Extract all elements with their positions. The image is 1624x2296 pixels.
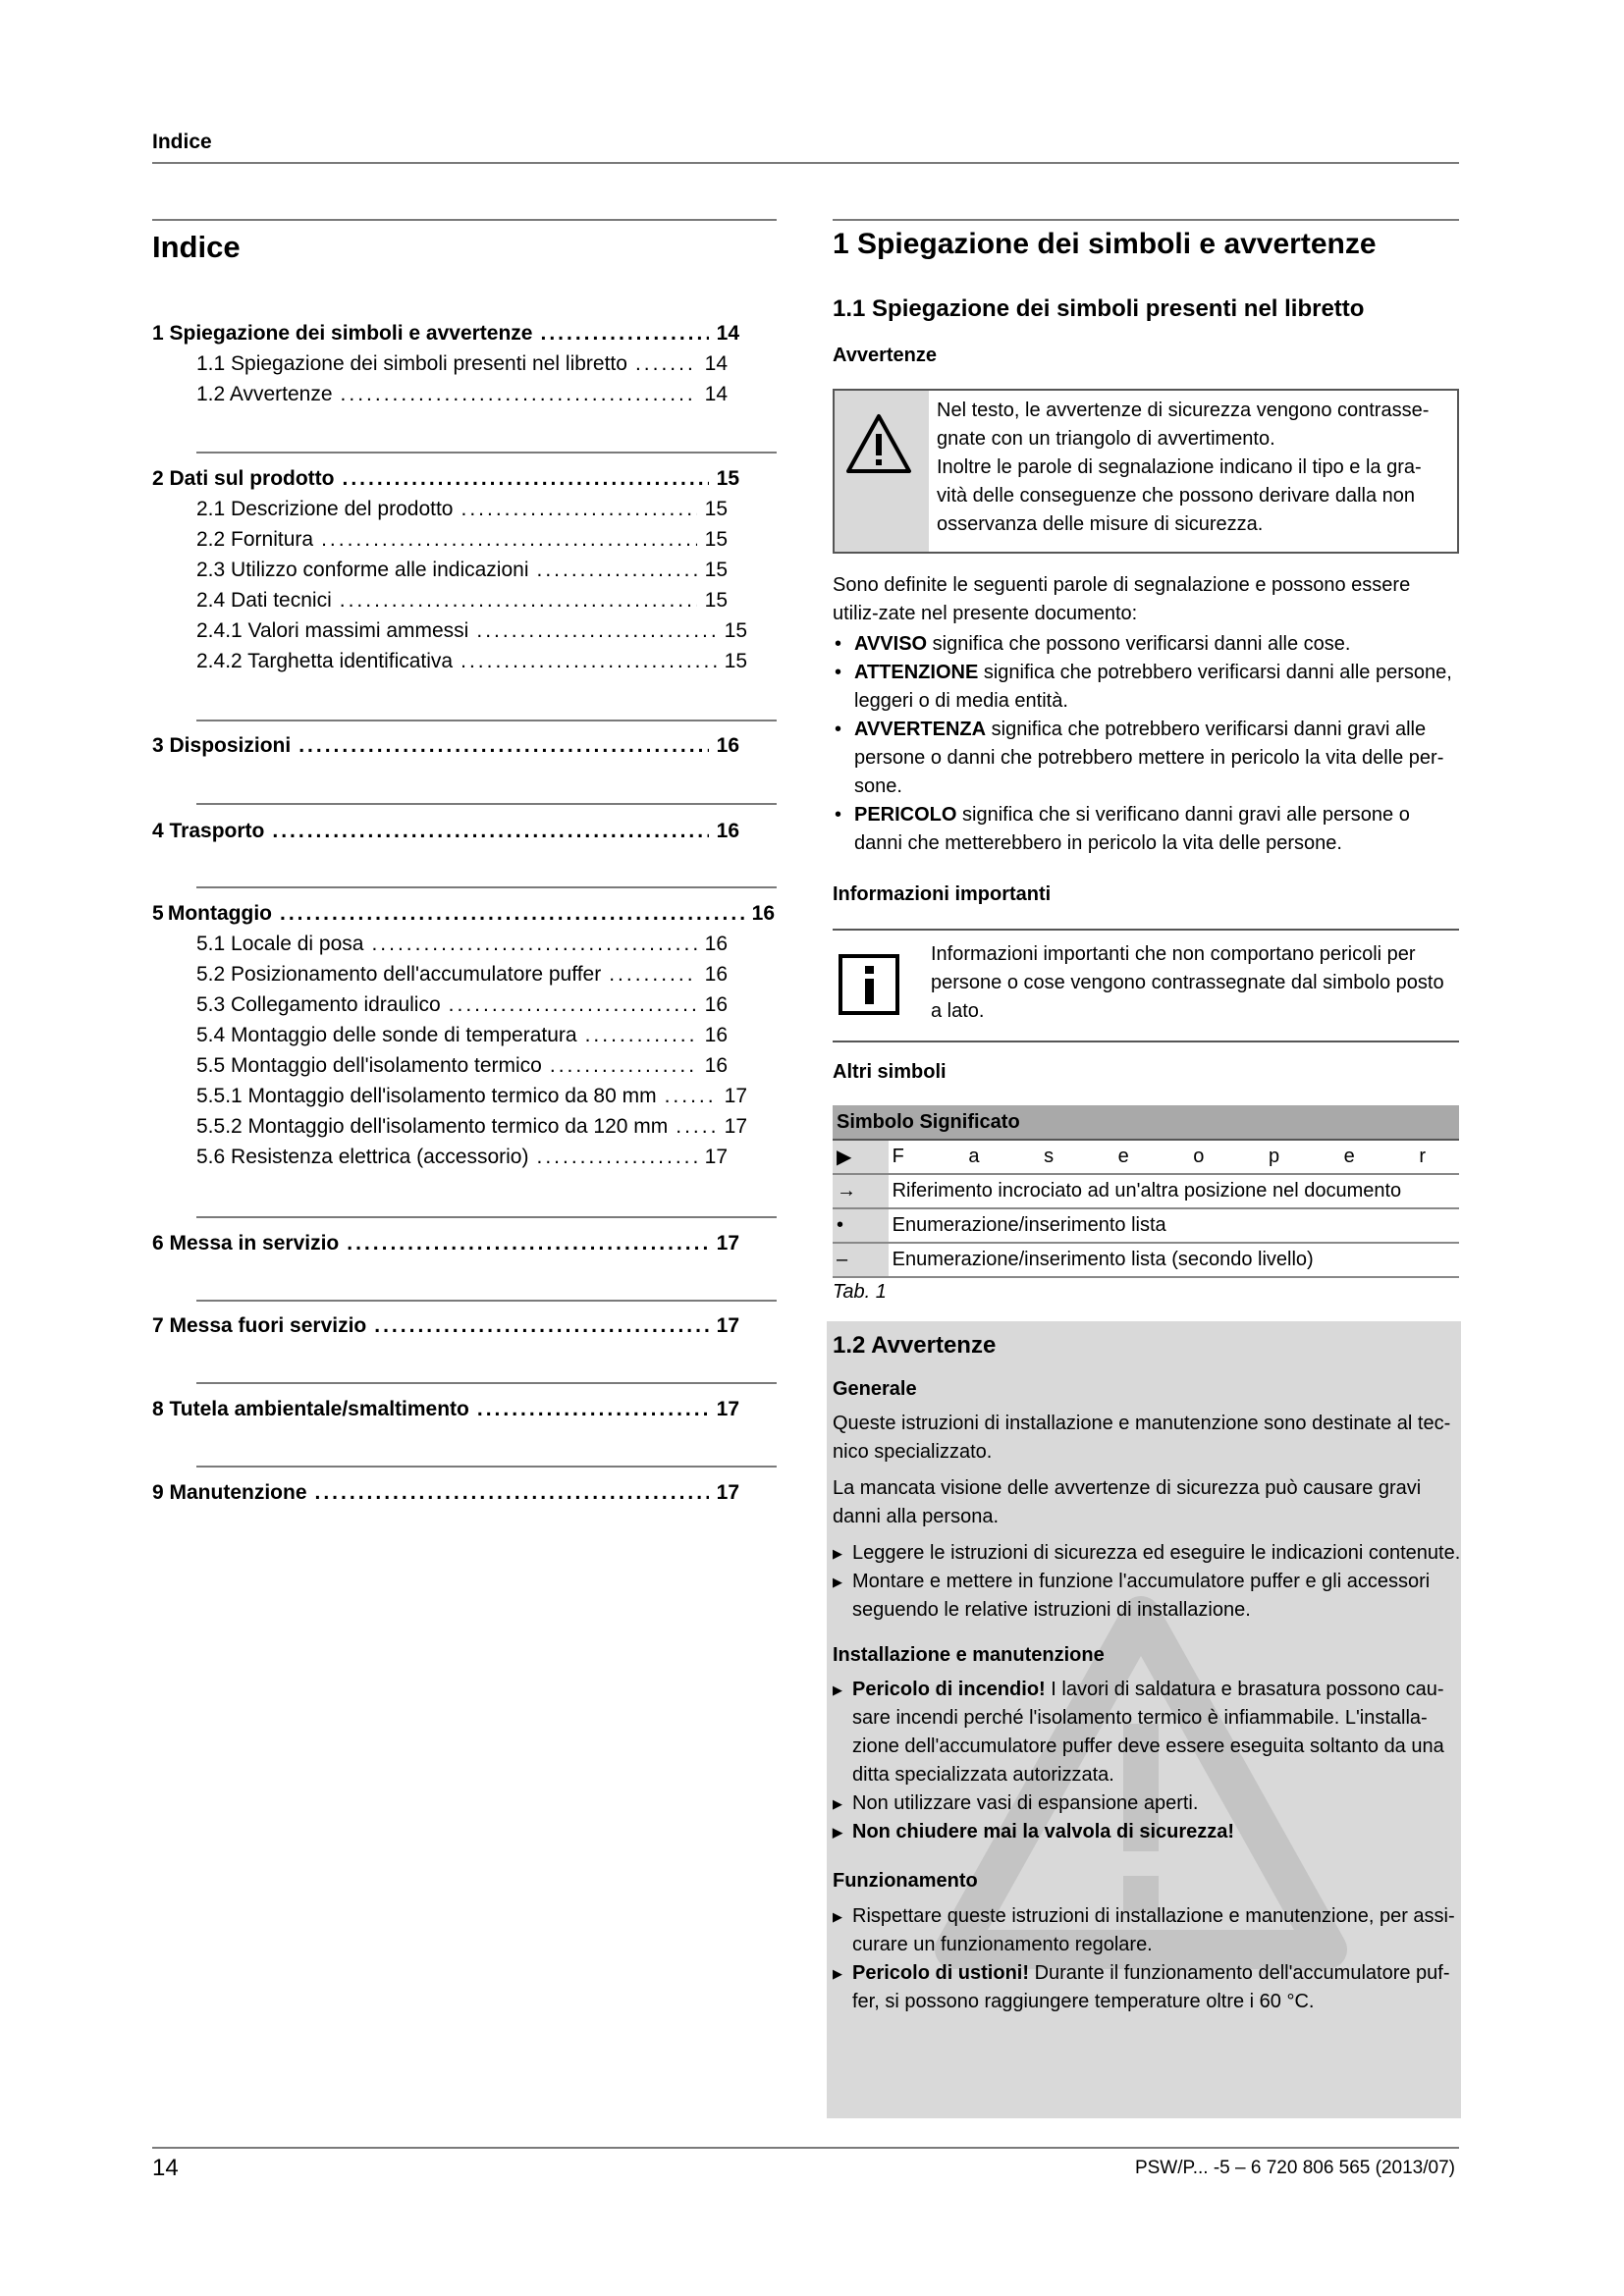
toc-entry-5-6[interactable]: 5.6 Resistenza elettrica (accessorio) ..... 17 bbox=[196, 1143, 728, 1172]
info-box bbox=[833, 929, 1459, 1042]
toc-entry-1-2[interactable]: 1.2 Avvertenze ..... 14 bbox=[196, 380, 728, 409]
warning-triangle-icon bbox=[844, 412, 913, 475]
warning-text-1: Nel testo, le avvertenze di sicurezza vengono contrasse-gnate con un triangolo di avvertimento. bbox=[937, 400, 1430, 450]
toc-rule bbox=[196, 720, 777, 721]
warning-icon-cell bbox=[835, 391, 929, 552]
toc-entry-2-3[interactable]: 2.3 Utilizzo conforme alle indicazioni ..... 15 bbox=[196, 556, 728, 585]
toc-entry-2-1[interactable]: 2.1 Descrizione del prodotto ..... 15 bbox=[196, 495, 728, 524]
section-1-title: 1 Spiegazione dei simboli e avvertenze bbox=[833, 228, 1377, 260]
toc-entry-5-1[interactable]: 5.1 Locale di posa ..... 16 bbox=[196, 930, 728, 959]
toc-entry-5-2[interactable]: 5.2 Posizionamento dell'accumulatore puffer ..... 16 bbox=[196, 960, 728, 989]
install-steps bbox=[833, 1676, 1461, 1846]
toc-entry-9[interactable]: 9 Manutenzione ..... 17 bbox=[152, 1478, 739, 1508]
table-row: ▶ F a s e o p e r bbox=[833, 1140, 1459, 1174]
toc-rule bbox=[196, 1216, 777, 1218]
list-item: • AVVISO significa che possono verificarsi danni alle cose. bbox=[833, 630, 1461, 659]
header-rule bbox=[152, 162, 1459, 164]
toc-top-rule bbox=[152, 219, 777, 221]
info-text: Informazioni importanti che non comportano pericoli per persone o cose vengono contrassegnate dal simbolo posto a lato. bbox=[931, 943, 1444, 1022]
list-item: ▶ Pericolo di incendio! I lavori di saldatura e brasatura possono cau-sare incendi perché l'isolamento termico è infiammabile. L'installa-zione dell'accumulatore puffer deve essere eseguita soltanto da una ditta specializzata autorizzata. bbox=[833, 1676, 1461, 1789]
section-top-rule bbox=[833, 219, 1459, 221]
toc-entry-5-3[interactable]: 5.3 Collegamento idraulico ..... 16 bbox=[196, 990, 728, 1020]
table-caption: Tab. 1 bbox=[833, 1281, 887, 1303]
info-icon bbox=[839, 954, 899, 1015]
toc-entry-4[interactable]: 4 Trasporto ..... 16 bbox=[152, 817, 739, 846]
info-label: Informazioni importanti bbox=[833, 883, 1052, 905]
section-1-2-title: 1.2 Avvertenze bbox=[833, 1332, 997, 1359]
toc-entry-2-4-1[interactable]: 2.4.1 Valori massimi ammessi ..... 15 bbox=[196, 616, 747, 646]
install-label: Installazione e manutenzione bbox=[833, 1644, 1105, 1666]
warning-text-2: Inoltre le parole di segnalazione indicano il tipo e la gra-vità delle conseguenze che possono derivare dalla non osservanza delle misure di sicurezza. bbox=[937, 456, 1422, 535]
list-item: • AVVERTENZA significa che potrebbero verificarsi danni gravi alle persone o danni che potrebbero mettere in pericolo la vita delle per-sone. bbox=[833, 716, 1461, 801]
toc-entry-2-4-2[interactable]: 2.4.2 Targhetta identificativa ..... 15 bbox=[196, 647, 747, 676]
toc-rule bbox=[196, 1300, 777, 1302]
symbols-table bbox=[833, 1105, 1459, 1278]
list-item: ▶ Montare e mettere in funzione l'accumulatore puffer e gli accessori seguendo le relative istruzioni di installazione. bbox=[833, 1568, 1461, 1625]
toc-entry-6[interactable]: 6 Messa in servizio ..... 17 bbox=[152, 1229, 739, 1258]
list-item: ▶ Non utilizzare vasi di espansione aperti. bbox=[833, 1789, 1461, 1818]
section-1-1-title: 1.1 Spiegazione dei simboli presenti nel libretto bbox=[833, 295, 1365, 322]
toc-entry-2-4[interactable]: 2.4 Dati tecnici ..... 15 bbox=[196, 586, 728, 615]
footer-rule bbox=[152, 2147, 1459, 2149]
toc-rule bbox=[196, 886, 777, 888]
toc-entry-1-1[interactable]: 1.1 Spiegazione dei simboli presenti nel libretto ..... 14 bbox=[196, 349, 728, 379]
toc-entry-5-5[interactable]: 5.5 Montaggio dell'isolamento termico ..... 16 bbox=[196, 1051, 728, 1081]
table-row: • Enumerazione/inserimento lista bbox=[833, 1208, 1459, 1243]
func-steps bbox=[833, 1902, 1461, 2016]
toc-rule bbox=[196, 452, 777, 454]
signal-word-list bbox=[833, 630, 1461, 858]
avvertenze-label: Avvertenze bbox=[833, 345, 937, 366]
other-symbols-label: Altri simboli bbox=[833, 1061, 947, 1083]
toc-entry-2[interactable]: 2 Dati sul prodotto ..... 15 bbox=[152, 464, 739, 494]
list-item: ▶ Rispettare queste istruzioni di installazione e manutenzione, per assi-curare un funzionamento regolare. bbox=[833, 1902, 1461, 1959]
toc-rule bbox=[196, 1382, 777, 1384]
toc-rule bbox=[196, 1466, 777, 1468]
list-item: • ATTENZIONE significa che potrebbero verificarsi danni alle persone, leggeri o di media entità. bbox=[833, 659, 1461, 716]
page-number: 14 bbox=[152, 2155, 179, 2181]
generale-p2: La mancata visione delle avvertenze di sicurezza può causare gravi danni alla persona. bbox=[833, 1477, 1422, 1527]
toc-entry-5-4[interactable]: 5.4 Montaggio delle sonde di temperatura ..... 16 bbox=[196, 1021, 728, 1050]
func-label: Funzionamento bbox=[833, 1870, 978, 1892]
running-head: Indice bbox=[152, 131, 212, 153]
list-item: ▶ Pericolo di ustioni! Durante il funzionamento dell'accumulatore puf-fer, si possono raggiungere temperature oltre i 60 °C. bbox=[833, 1959, 1461, 2016]
table-row: → Riferimento incrociato ad un'altra posizione nel documento bbox=[833, 1174, 1459, 1208]
generale-p1: Queste istruzioni di installazione e manutenzione sono destinate al tec-nico specializzato. bbox=[833, 1413, 1451, 1463]
document-code: PSW/P... -5 – 6 720 806 565 (2013/07) bbox=[1134, 2158, 1455, 2178]
toc-entry-5[interactable]: 5 Montaggio ..... 16 bbox=[152, 899, 775, 929]
list-item: ▶ Leggere le istruzioni di sicurezza ed eseguire le indicazioni contenute. bbox=[833, 1539, 1461, 1568]
table-row: – Enumerazione/inserimento lista (secondo livello) bbox=[833, 1243, 1459, 1277]
toc-entry-1[interactable]: 1 Spiegazione dei simboli e avvertenze ..... 14 bbox=[152, 319, 739, 348]
toc-entry-3[interactable]: 3 Disposizioni ..... 16 bbox=[152, 731, 739, 761]
generale-steps bbox=[833, 1539, 1461, 1625]
toc-entry-5-5-1[interactable]: 5.5.1 Montaggio dell'isolamento termico da 80 mm ..... 17 bbox=[196, 1082, 747, 1111]
list-item: ▶ Non chiudere mai la valvola di sicurezza! bbox=[833, 1818, 1461, 1846]
list-item: • PERICOLO significa che si verificano danni gravi alle persone o danni che metterebbero in pericolo la vita delle persone. bbox=[833, 801, 1461, 858]
generale-label: Generale bbox=[833, 1378, 917, 1400]
table-header: Simbolo Significato bbox=[833, 1105, 1459, 1140]
toc-rule bbox=[196, 803, 777, 805]
toc-entry-7[interactable]: 7 Messa fuori servizio ..... 17 bbox=[152, 1311, 739, 1341]
toc-entry-2-2[interactable]: 2.2 Fornitura ..... 15 bbox=[196, 525, 728, 555]
toc-title: Indice bbox=[152, 230, 241, 264]
signal-intro: Sono definite le seguenti parole di segnalazione e possono essere utiliz-zate nel presente documento: bbox=[833, 574, 1411, 624]
warning-box bbox=[833, 389, 1459, 554]
toc-entry-8[interactable]: 8 Tutela ambientale/smaltimento ..... 17 bbox=[152, 1395, 739, 1424]
toc-entry-5-5-2[interactable]: 5.5.2 Montaggio dell'isolamento termico da 120 mm ..... 17 bbox=[196, 1112, 747, 1142]
